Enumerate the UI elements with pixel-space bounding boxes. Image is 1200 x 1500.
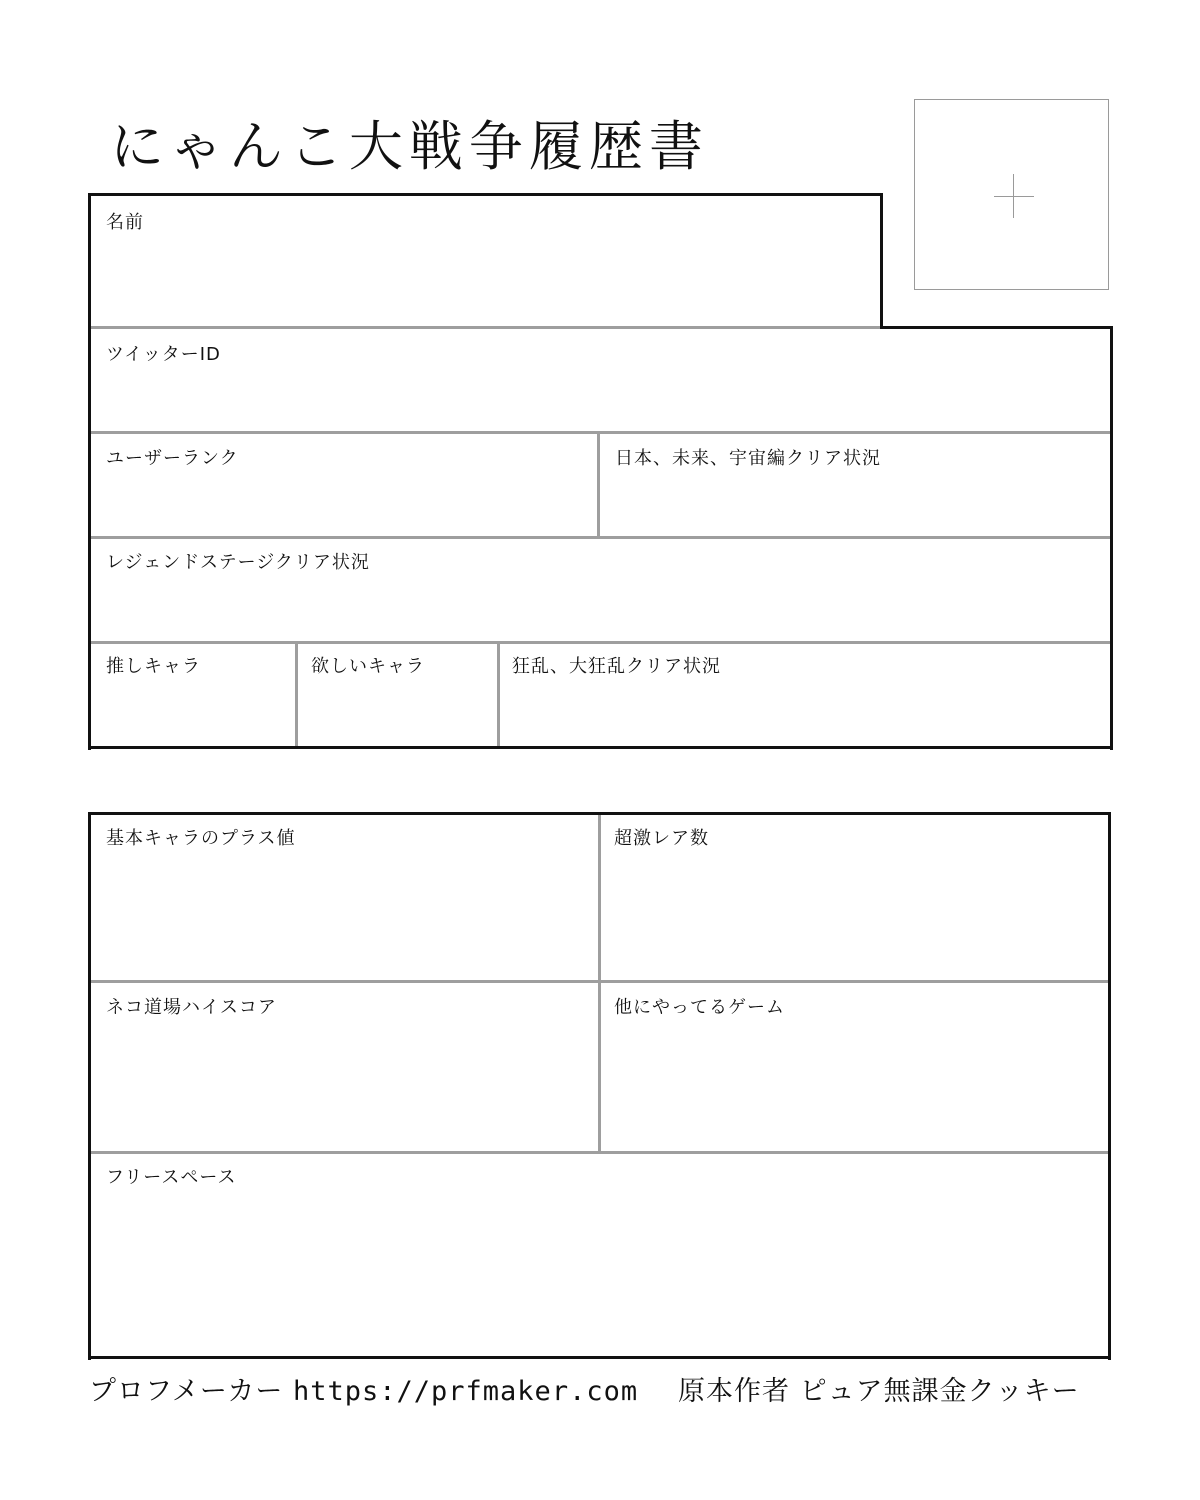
crazed-clear-label: 狂乱、大狂乱クリア状況 xyxy=(512,656,721,677)
maker-url[interactable]: https://prfmaker.com xyxy=(292,1376,639,1407)
other-games-label: 他にやってるゲーム xyxy=(614,997,785,1018)
favorite-char-label: 推しキャラ xyxy=(106,656,201,677)
footer-maker xyxy=(89,1375,638,1409)
photo-upload-box[interactable] xyxy=(914,99,1109,290)
author-label: 原本作者 xyxy=(678,1376,790,1407)
author-name: ピュア無課金クッキー xyxy=(799,1376,1080,1407)
footer-author xyxy=(678,1375,1080,1409)
twitter-id-label: ツイッターID xyxy=(106,344,221,365)
free-space-field[interactable] xyxy=(91,1154,1108,1356)
user-rank-label: ユーザーランク xyxy=(106,448,239,469)
wanted-char-label: 欲しいキャラ xyxy=(311,656,425,677)
legend-clear-label: レジェンドステージクリア状況 xyxy=(106,552,370,573)
free-space-label: フリースペース xyxy=(106,1167,237,1188)
maker-label: プロフメーカー xyxy=(89,1376,284,1407)
dojo-score-label: ネコ道場ハイスコア xyxy=(106,997,277,1018)
story-clear-label: 日本、未来、宇宙編クリア状況 xyxy=(615,448,881,469)
page-title: にゃんこ大戦争履歴書 xyxy=(110,115,709,178)
uber-count-label: 超激レア数 xyxy=(614,828,709,849)
name-label: 名前 xyxy=(106,212,144,233)
plus-values-label: 基本キャラのプラス値 xyxy=(106,828,296,849)
twitter-id-field[interactable] xyxy=(91,329,1110,431)
name-field[interactable] xyxy=(91,196,880,326)
plus-icon xyxy=(994,196,1034,197)
